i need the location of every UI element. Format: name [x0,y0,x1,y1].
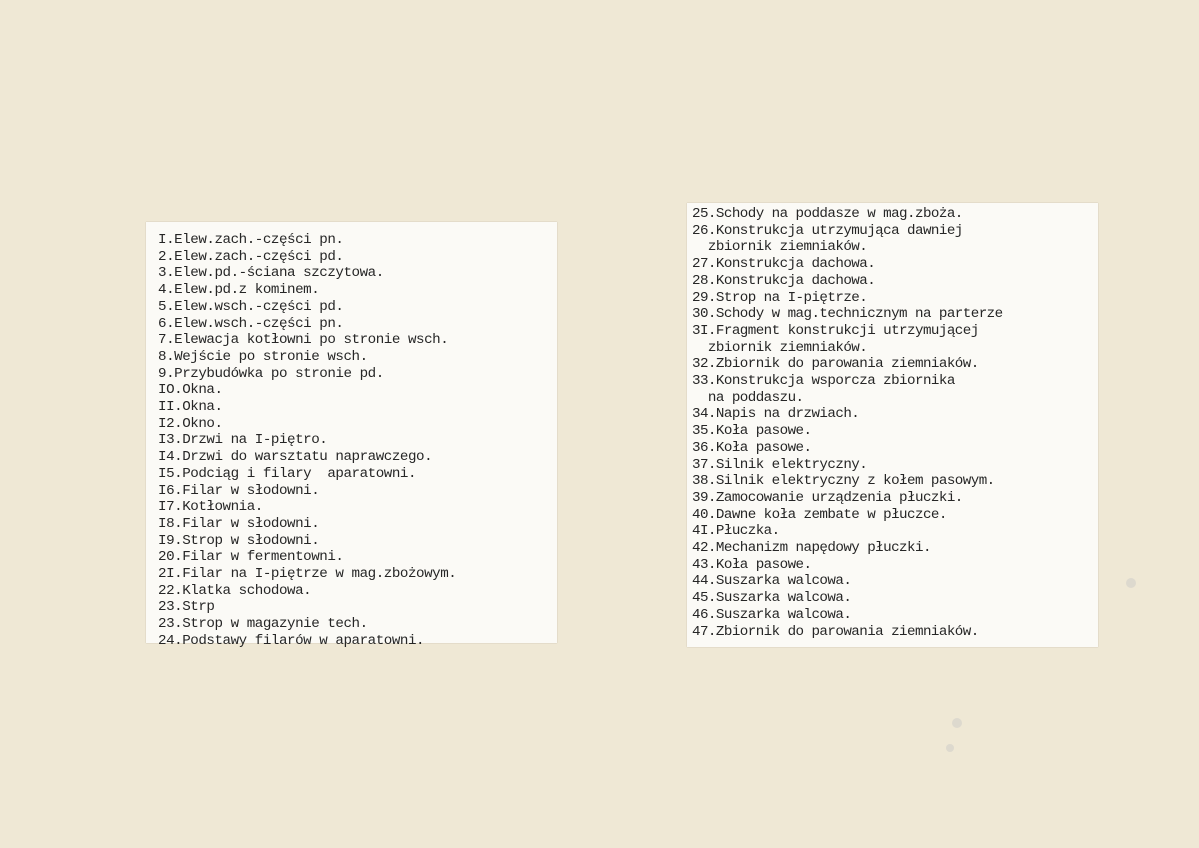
list-item: 7.Elewacja kotłowni po stronie wsch. [158,332,449,349]
paper-speck [952,718,962,728]
list-item: 2.Elew.zach.-części pd. [158,248,344,265]
list-item: 38.Silnik elektryczny z kołem pasowym. [692,473,995,490]
list-item: I7.Kotłownia. [158,499,263,516]
paper-speck [1126,578,1136,588]
list-item: 36.Koła pasowe. [692,439,812,456]
list-item: zbiornik ziemniaków. [692,239,868,256]
list-item: 39.Zamocowanie urządzenia płuczki. [692,489,963,506]
list-item: 40.Dawne koła zembate w płuczce. [692,506,947,523]
list-item: 4I.Płuczka. [692,523,780,540]
list-item: 32.Zbiornik do parowania ziemniaków. [692,356,979,373]
list-item: 30.Schody w mag.technicznym na parterze [692,306,1003,323]
list-item: zbiornik ziemniaków. [692,339,868,356]
list-item: na poddaszu. [692,389,804,406]
list-item: 44.Suszarka walcowa. [692,573,852,590]
list-item: 4.Elew.pd.z kominem. [158,282,320,299]
list-item: 45.Suszarka walcowa. [692,590,852,607]
list-item: I9.Strop w słodowni. [158,532,320,549]
paper-speck [946,744,954,752]
list-item: I2.Okno. [158,415,223,432]
list-item: I5.Podciąg i filary aparatowni. [158,465,417,482]
list-item: 23.Strop w magazynie tech. [158,616,368,633]
list-item: 2I.Filar na I-piętrze w mag.zbożowym. [158,566,457,583]
list-item: 6.Elew.wsch.-części pn. [158,315,344,332]
list-item: 3I.Fragment konstrukcji utrzymującej [692,322,979,339]
list-item: 34.Napis na drzwiach. [692,406,860,423]
list-item: 23.Strp [158,599,215,616]
list-item: 37.Silnik elektryczny. [692,456,868,473]
list-item: 33.Konstrukcja wsporcza zbiornika [692,373,955,390]
list-item: 28.Konstrukcja dachowa. [692,272,876,289]
list-item: I3.Drzwi na I-piętro. [158,432,328,449]
typed-card-left [146,222,557,649]
list-item: 26.Konstrukcja utrzymująca dawniej [692,222,963,239]
list-item: I8.Filar w słodowni. [158,515,320,532]
list-item: 35.Koła pasowe. [692,423,812,440]
list-item: I.Elew.zach.-części pn. [158,232,344,248]
list-item: 22.Klatka schodowa. [158,582,312,599]
photo-index-list-left [146,222,557,650]
list-item: I4.Drzwi do warsztatu naprawczego. [158,449,433,466]
list-item: 27.Konstrukcja dachowa. [692,256,876,273]
list-item: 43.Koła pasowe. [692,556,812,573]
list-item: II.Okna. [158,399,223,416]
list-item: IO.Okna. [158,382,223,399]
list-item: 8.Wejście po stronie wsch. [158,348,368,365]
list-item: 42.Mechanizm napędowy płuczki. [692,540,931,557]
list-item: 9.Przybudówka po stronie pd. [158,365,384,382]
list-item: 3.Elew.pd.-ściana szczytowa. [158,265,384,282]
list-item: 47.Zbiornik do parowania ziemniaków. [692,623,979,640]
list-item: 25.Schody na poddasze w mag.zboża. [692,206,963,222]
list-item: 24.Podstawy filarów w aparatowni. [158,632,425,649]
list-item: 46.Suszarka walcowa. [692,606,852,623]
list-item: 5.Elew.wsch.-części pd. [158,298,344,315]
list-item: I6.Filar w słodowni. [158,482,320,499]
typed-card-right [687,203,1098,647]
photo-index-list-right [687,203,1098,640]
list-item: 20.Filar w fermentowni. [158,549,344,566]
list-item: 29.Strop na I-piętrze. [692,289,868,306]
